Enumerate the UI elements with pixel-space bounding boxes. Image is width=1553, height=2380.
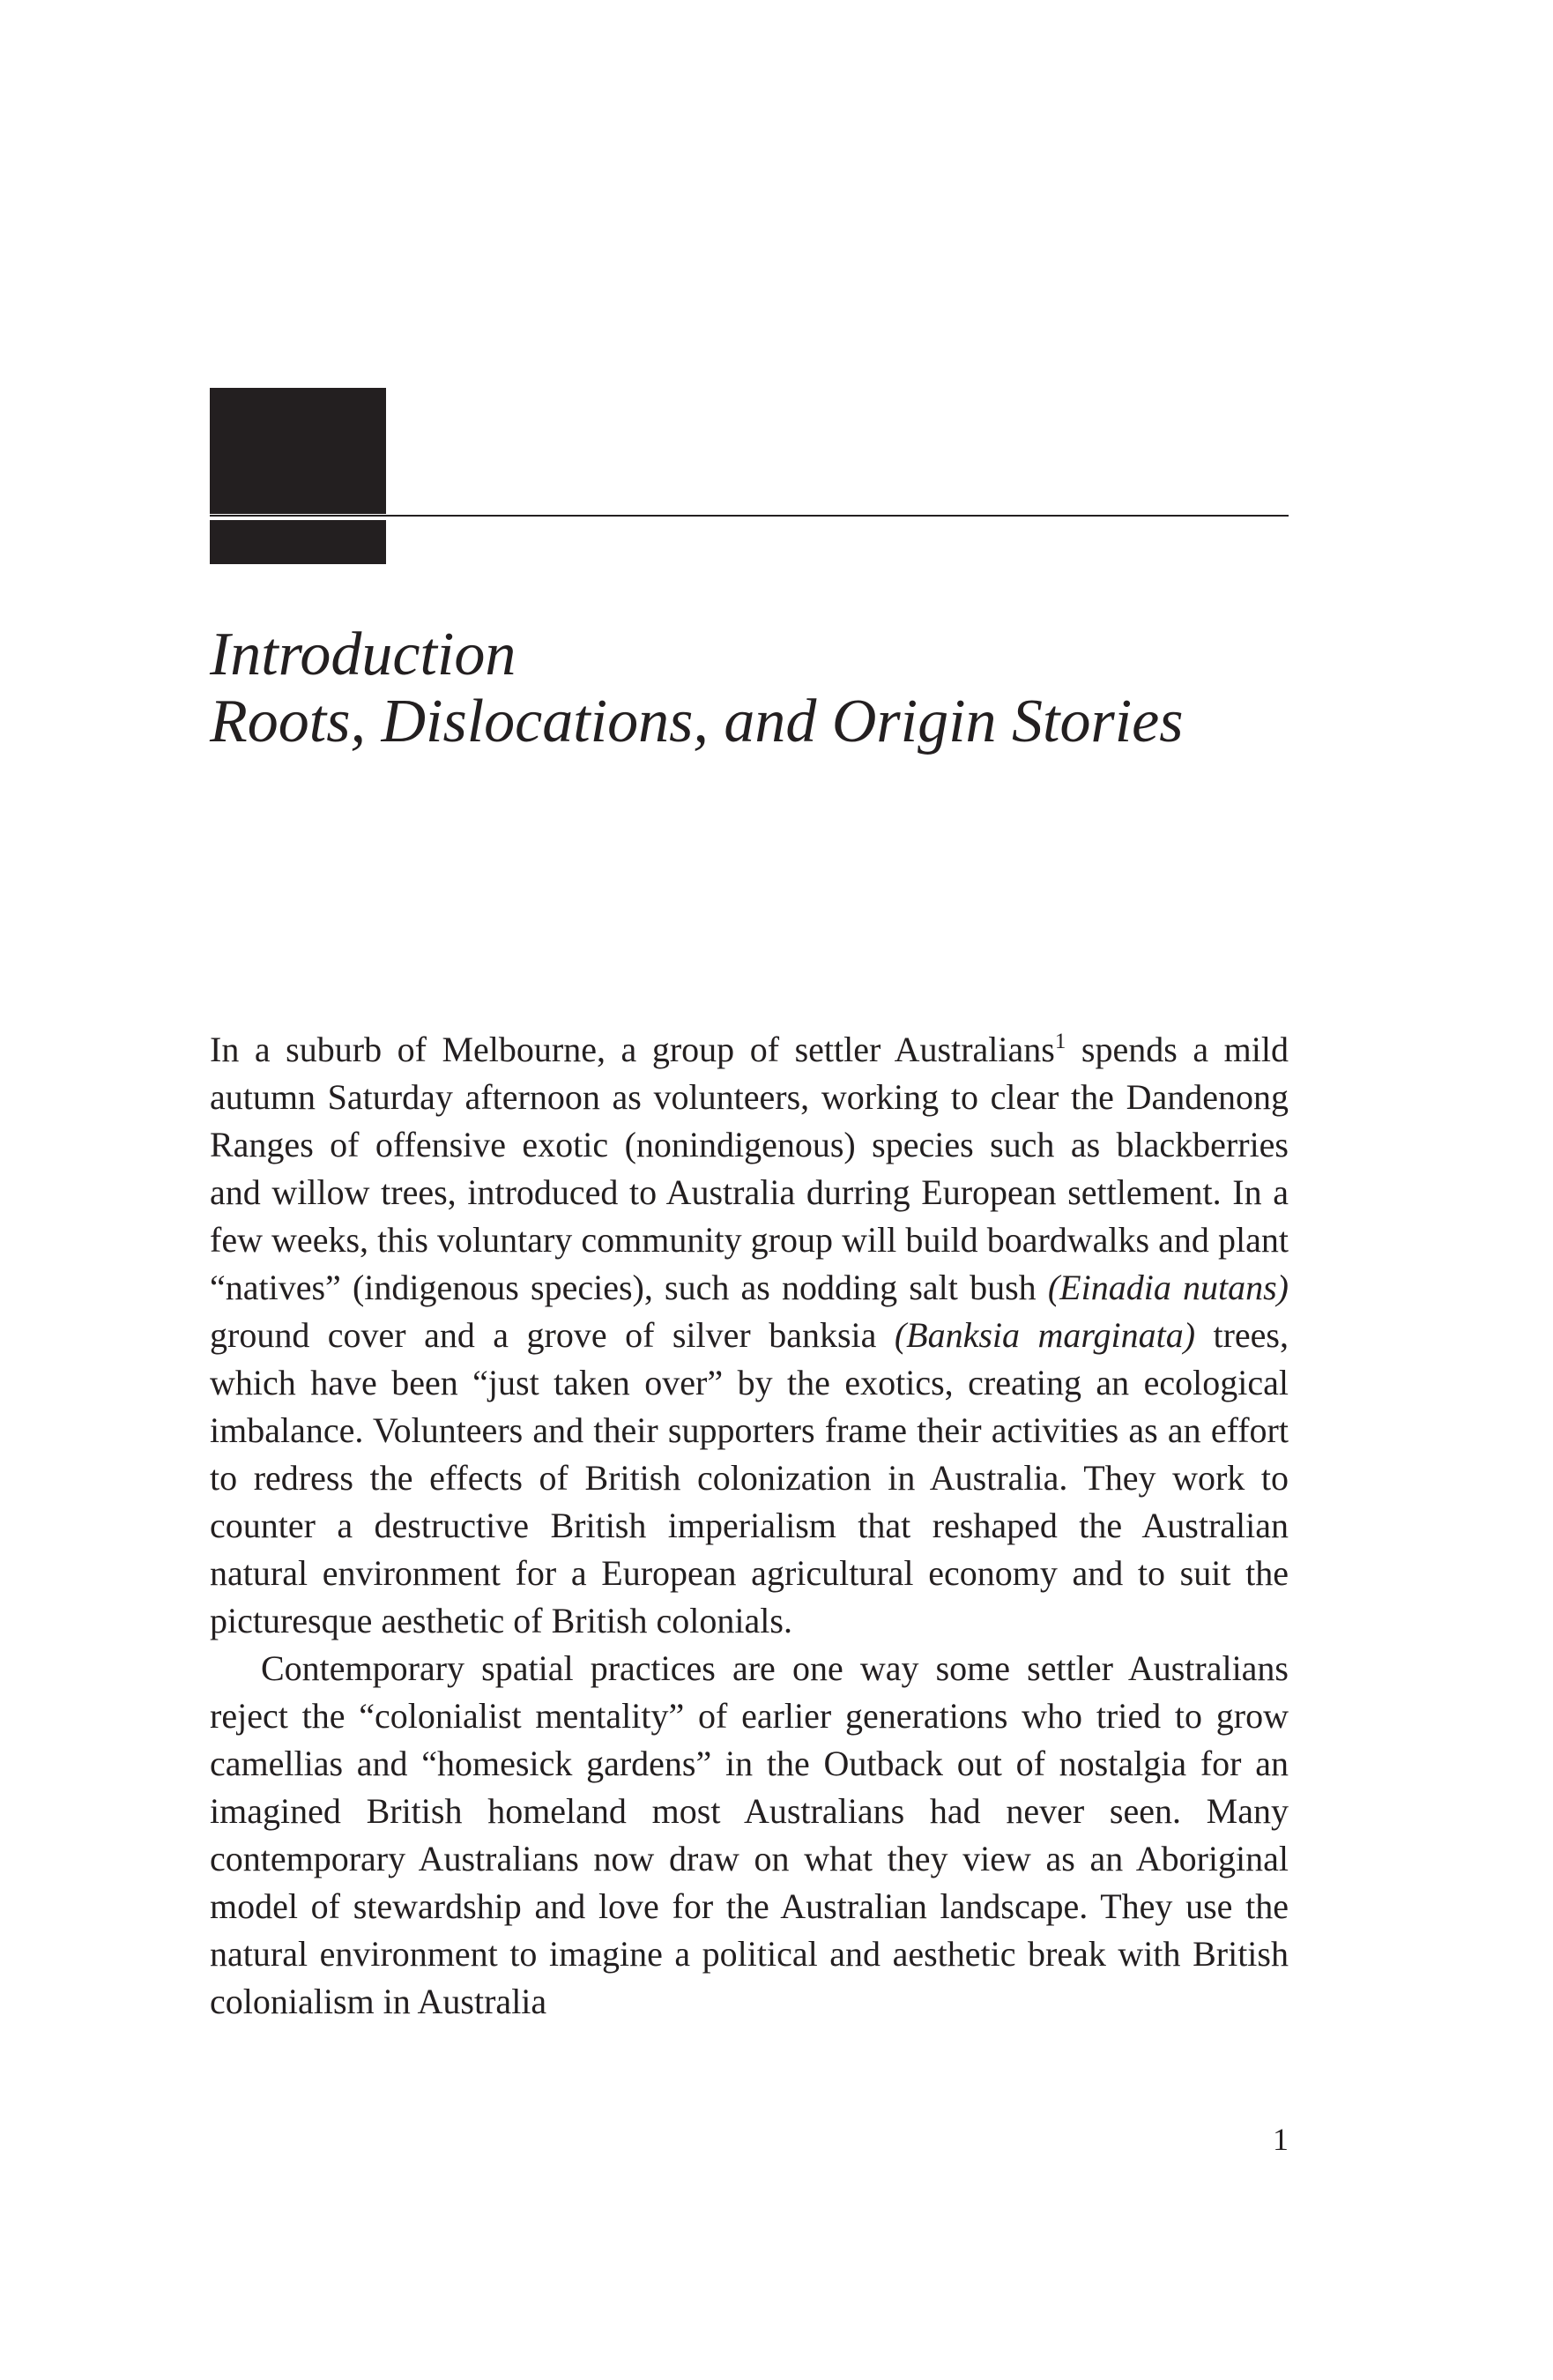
- paragraph-1: [210, 1026, 1289, 1645]
- paragraph-1-text-b: spends a mild autumn Saturday afternoon as volunteers, working to clear the Dandenong Ranges of offensive exotic (nonindigenous) species such as blackberries and willow trees, introduced to Australia durring European settlement. In a few weeks, this voluntary community group will build boardwalks and plant “natives” (indigenous species), such as nodding salt bush: [210, 1030, 1289, 1307]
- paragraph-1-text-d: trees, which have been “just taken over” by the exotics, creating an ecological imbalance. Volunteers and their supporters frame their activities as an effort to redress the effects of British colonization in Australia. They work to counter a destructive British imperialism that reshaped the Australian natural environment for a European agricultural economy and to suit the picturesque aesthetic of British colonials.: [210, 1315, 1289, 1640]
- body-text: [210, 1026, 1289, 2026]
- chapter-rule: [210, 515, 1289, 517]
- chapter-ornament: [210, 388, 386, 564]
- page-number: 1: [1273, 2122, 1289, 2157]
- paragraph-2: Contemporary spatial practices are one way some settler Australians reject the “colonialist mentality” of earlier generations who tried to grow camellias and “homesick gardens” in the Outback out of nostalgia for an imagined British homeland most Australians had never seen. Many contemporary Australians now draw on what they view as an Aboriginal model of stewardship and love for the Australian landscape. They use the natural environment to imagine a political and aesthetic break with British colonialism in Australia: [210, 1648, 1289, 2021]
- footnote-marker[interactable]: 1: [1054, 1030, 1066, 1053]
- species-name-einadia: (Einadia nutans): [1047, 1268, 1289, 1307]
- paragraph-1-text-c: ground cover and a grove of silver banksia: [210, 1315, 895, 1355]
- species-name-banksia: (Banksia marginata): [894, 1315, 1196, 1355]
- chapter-title: [210, 621, 1356, 755]
- ornament-block-top: [210, 388, 386, 514]
- paragraph-1-text-a: In a suburb of Melbourne, a group of settler Australians: [210, 1030, 1055, 1069]
- chapter-title-line-2: Roots, Dislocations, and Origin Stories: [210, 688, 1184, 755]
- ornament-block-bottom: [210, 520, 386, 564]
- chapter-title-line-1: Introduction: [210, 621, 516, 688]
